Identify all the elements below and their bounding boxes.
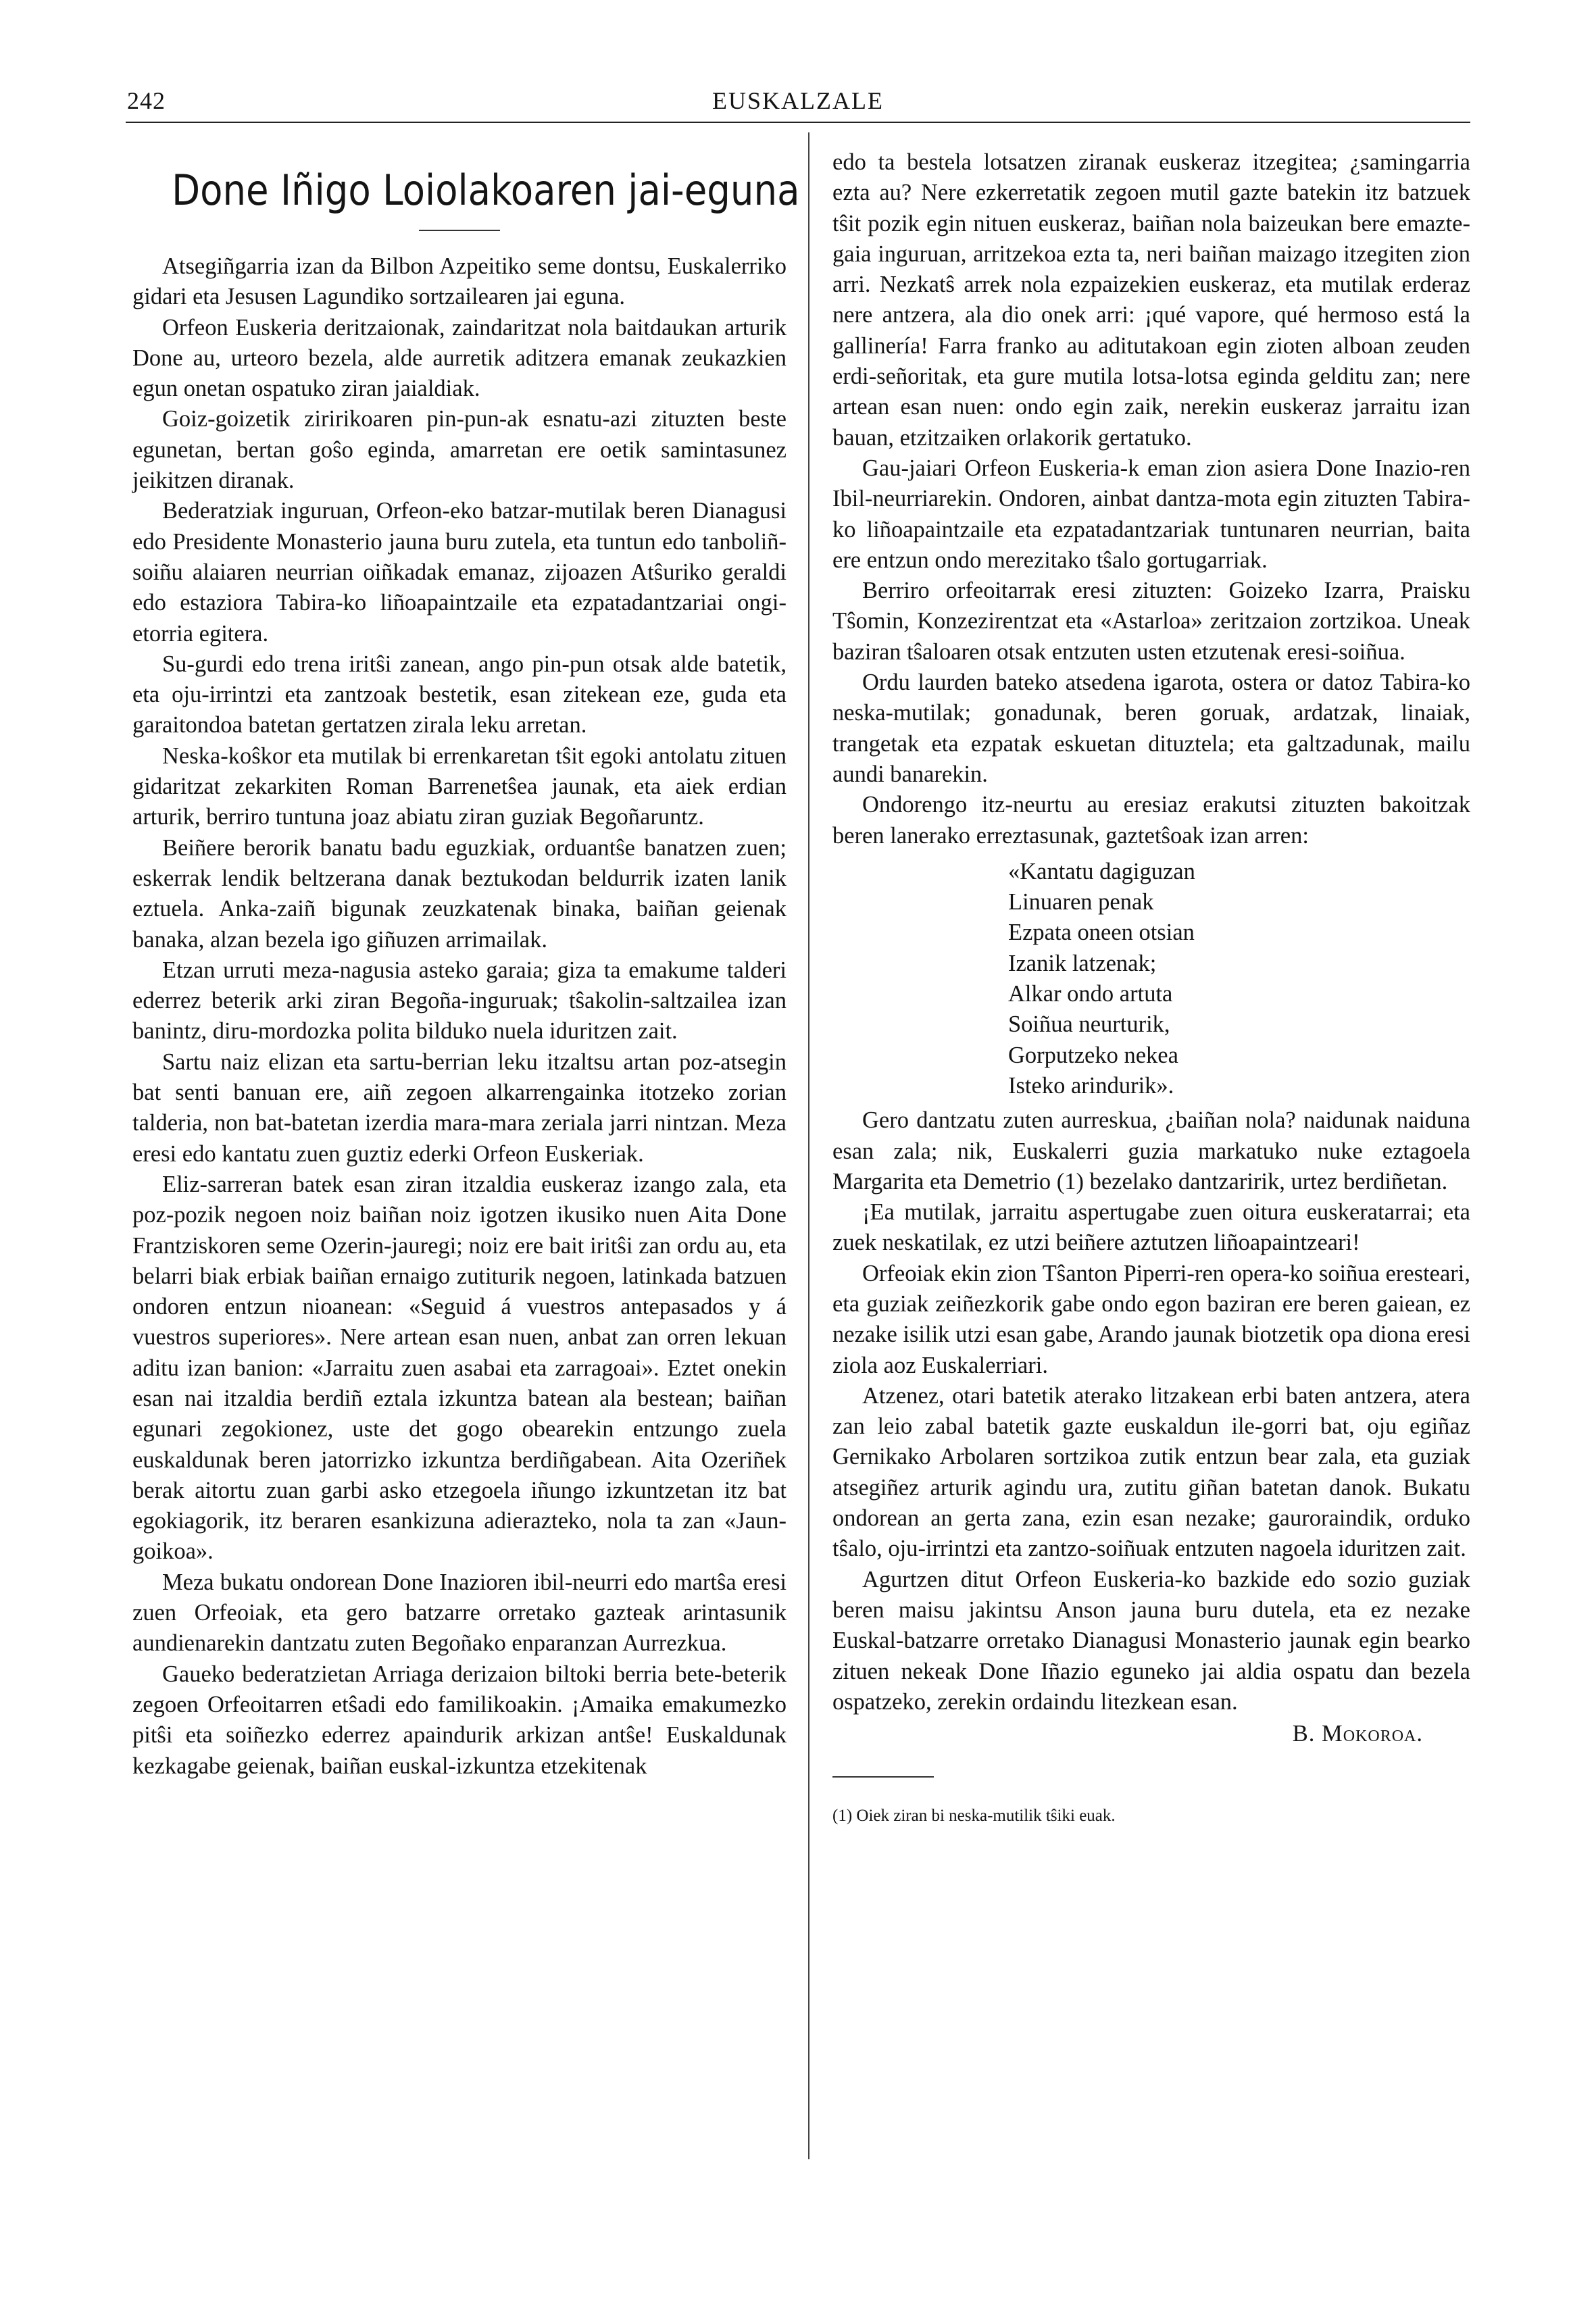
- paragraph: Berriro orfeoitarrak eresi zituzten: Goizeko Izarra, Praisku Tŝomin, Konzezirentzat eta «Astarloa» zeritzaion zortzikoa. Uneak baziran tŝaloaren otsak entzuten usten etzutenak eresi-soiñua.: [832, 578, 1470, 665]
- running-title: EUSKALZALE: [712, 87, 884, 114]
- poem-line: Isteko arindurik».: [1008, 1072, 1174, 1099]
- poem-line: «Kantatu dagiguzan: [1008, 858, 1195, 884]
- paragraph: Beiñere berorik banatu badu eguzkiak, orduantŝe banatzen zuen; eskerrak lendik beltzerana danak beztukodan beldurrik izaten lanik eztuela. Anka-zaiñ bigunak zeuzkatenak binaka, baiñan geienak banaka, alzan bezela igo giñuzen arrimailak.: [132, 834, 787, 953]
- paragraph: Goiz-goizetik ziririkoaren pin-pun-ak esnatu-azi zituzten beste egunetan, bertan goŝo eginda, amarretan ere oetik samintasunez jeikitzen diranak.: [132, 406, 787, 494]
- paragraph: Orfeon Euskeria deritzaionak, zaindaritzat nola baitdaukan arturik Done au, urteoro bezela, alde aurretik aditzera emanak zeukazkien egun onetan ospatuko ziran jaialdiak.: [132, 314, 787, 402]
- footnote-rule: [832, 1776, 934, 1778]
- paragraph: Gero dantzatu zuten aurreskua, ¿baiñan nola? naidunak naiduna esan zala; nik, Euskalerri guzia markatuko nuke eztagoela Margarita eta Demetrio (1) bezelako dantzaririk, urtez berdiñetan.: [832, 1107, 1470, 1194]
- poem-line: Izanik latzenak;: [1008, 950, 1157, 976]
- poem-line: Linuaren penak: [1008, 889, 1154, 915]
- paragraph: Ordu laurden bateko atsedena igarota, ostera or datoz Tabira-ko neska-mutilak; gonadunak, beren goruak, ardatzak, linaiak, trangetak eta ezpatak eskuetan dituztela; eta galtzadunak, mailu aundi banarekin.: [832, 670, 1470, 787]
- paragraph: Sartu naiz elizan eta sartu-berrian leku itzaltsu artan poz-atsegin bat senti banuan ere, aiñ zegoen alkarrengainka itotzeko zorian talderia, non bat-batetan izerdia mara-mara zeriala jarri nintzan. Meza eresi edo kantatu zuen guztiz ederki Orfeon Euskeriak.: [132, 1049, 787, 1167]
- paragraph: Gau-jaiari Orfeon Euskeria-k eman zion asiera Done Inazio-ren Ibil-neurriarekin. Ondoren, ainbat dantza-mota egin zituzten Tabira-ko liñoapaintzaile eta ezpatadantzariak tuntunaren neurrian, baita ere entzun ondo merezitako tŝalo gortugarriak.: [832, 455, 1470, 573]
- paragraph: Neska-koŝkor eta mutilak bi errenkaretan tŝit egoki antolatu zituen gidaritzat zekarkiten Roman Barrenetŝea jaunak, eta aiek erdian arturik, berriro tuntuna joaz abiatu ziran guziak Begoñaruntz.: [132, 743, 787, 830]
- poem: [832, 857, 1470, 1101]
- article-title: Done Iñigo Loiolakoaren jai-eguna: [172, 166, 800, 215]
- author-signature: B. Mokoroa.: [1292, 1721, 1423, 1747]
- page-number: 242: [127, 87, 166, 114]
- left-column: [132, 147, 800, 1782]
- paragraph: Ondorengo itz-neurtu au eresiaz erakutsi zituzten bakoitzak beren lanerako erreztasunak, gaztetŝoak izan arren:: [832, 792, 1470, 849]
- paragraph: Orfeoiak ekin zion Tŝanton Piperri-ren opera-ko soiñua eresteari, eta guziak zeiñezkorik gabe ondo egon baziran ere beren gaiean, ez nezake isilik utzi esan gabe, Arando jaunak biotzetik opa diona eresi ziola aoz Euskalerriari.: [832, 1260, 1470, 1378]
- column-divider: [808, 132, 809, 2159]
- poem-line: Gorputzeko nekea: [1008, 1042, 1178, 1068]
- title-rule: [419, 230, 500, 231]
- paragraph: Agurtzen ditut Orfeon Euskeria-ko bazkide edo sozio guziak beren maisu jakintsu Anson jauna buru dutela, eta ez nezake Euskal-batzarre orretako Dianagusi Monasterio jaunak egin bearko zituen nekeak Done Iñazio eguneko jai aldia ospatu dan bezela ospatzeko, zerekin ordaindu litezkean esan.: [832, 1566, 1470, 1715]
- poem-line: Soiñua neurturik,: [1008, 1011, 1170, 1038]
- paragraph: Atsegiñgarria izan da Bilbon Azpeitiko seme dontsu, Euskalerriko gidari eta Jesusen Lagundiko sortzailearen jai eguna.: [132, 253, 787, 310]
- right-column: [832, 147, 1470, 1828]
- paragraph: Bederatziak inguruan, Orfeon-eko batzar-mutilak beren Dianagusi edo Presidente Monasterio jauna buru zutela, eta tuntun edo tanboliñ-soiñu alaiaren neurrian oiñkadak emanaz, zijoazen Atŝuriko geraldi edo estaziora Tabira-ko liñoapaintzaile eta ezpatadantzariai ongi-etorria egitera.: [132, 498, 787, 647]
- paragraph: Eliz-sarreran batek esan ziran itzaldia euskeraz izango zala, eta poz-pozik negoen noiz baiñan noiz igotzen ikusiko nuen Aita Done Frantziskoren seme Ozerin-jauregi; noiz ere bait iritŝi zan ordu au, eta belarri biak erbiak baiñan ernaigo zutiturik negoen, latinkada batzuen ondoren entzun nioanean: «Seguid á vuestros antepasados y á vuestros superiores». Nere artean esan nuen, anbat zan orren lekuan aditu izan banion: «Jarraitu zuen asabai eta zarragoai». Eztet onekin esan nai itzaldia berdiñ eztala izkuntza batean ala bestean; baiñan egunari zegokionez, uste det gogo obearekin entzungo zuela euskaldunak beren jatorrizko izkuntza berdiñgabean. Aita Ozeriñek berak aitortu zuan garbi asko etzegoela iñungo izkuntzetan itz bat egokiagorik, itz beraren esankizuna adierazteko, nola ta zan «Jaun-goikoa».: [132, 1171, 787, 1565]
- poem-line: Alkar ondo artuta: [1008, 981, 1173, 1007]
- paragraph: ¡Ea mutilak, jarraitu aspertugabe zuen oitura euskeratarrai; eta zuek neskatilak, ez utzi beiñere aztutzen liñoapaintzeari!: [832, 1199, 1470, 1256]
- paragraph: Su-gurdi edo trena iritŝi zanean, ango pin-pun otsak alde batetik, eta oju-irrintzi eta zantzoak bestetik, esan zitekean eze, guda eta garaitondoa batetan gertatzen zirala leku arretan.: [132, 651, 787, 738]
- paragraph: edo ta bestela lotsatzen ziranak euskeraz itzegitea; ¿samingarria ezta au? Nere ezkerretatik zegoen mutil gazte batekin itz batzuek tŝit pozik egin nituen euskeraz, baiñan nola baizeukan bere emazte-gaia inguruan, arritzekoa ezta ta, neri baiñan maizago itzegiten zion arri. Nezkatŝ arrek nola ezpaizekien euskeraz, eta mutilak erderaz nere antzera, ala dio onek arri: ¡qué vapore, qué hermoso está la gallinería! Farra franko au aditutakoan egin zioten alboan zeuden erdi-señoritak, eta gure mutila lotsa-lotsa eginda gelditu zan; nere artean esan nuen: ondo egin zaik, nerekin euskeraz jarraitu izan bauan, etzitzaiken orlakorik gertatuko.: [832, 149, 1470, 451]
- paragraph: Gaueko bederatzietan Arriaga derizaion biltoki berria bete-beterik zegoen Orfeoitarren etŝadi edo familikoakin. ¡Amaika emakumezko pitŝi eta soiñezko ederrez apaindurik arkizan antŝe! Euskaldunak kezkagabe geienak, baiñan euskal-izkuntza etzekitenak: [132, 1661, 787, 1779]
- footnote: (1) Oiek ziran bi neska-mutilik tŝiki euak.: [832, 1807, 1116, 1826]
- paragraph: Etzan urruti meza-nagusia asteko garaia; giza ta emakume talderi ederrez beterik arki ziran Begoña-inguruak; tŝakolin-saltzailea izan banintz, diru-mordozka polita bilduko nuela iduritzen zait.: [132, 957, 787, 1045]
- poem-line: Ezpata oneen otsian: [1008, 920, 1195, 946]
- running-header: [126, 81, 1470, 123]
- paragraph: Meza bukatu ondorean Done Inazioren ibil-neurri edo martŝa eresi zuen Orfeoiak, eta gero batzarre orretako gazteak arintasunik aundienarekin dantzatu zuten Begoñako enparanzan Aurrezkua.: [132, 1569, 787, 1657]
- paragraph: Atzenez, otari batetik aterako litzakean erbi baten antzera, atera zan leio zabal batetik gazte euskaldun ile-gorri bat, oju egiñaz Gernikako Arbolaren sortzikoa zutik entzun bear zala, eta guziak atsegiñez arturik agindu ura, zutitu giñan batetan danok. Bukatu ondorean an gerta zana, ezin esan nezake; gauroraindik, orduko tŝalo, oju-irrintzi eta zantzo-soiñuak entzuten nagoela iduritzen zait.: [832, 1382, 1470, 1562]
